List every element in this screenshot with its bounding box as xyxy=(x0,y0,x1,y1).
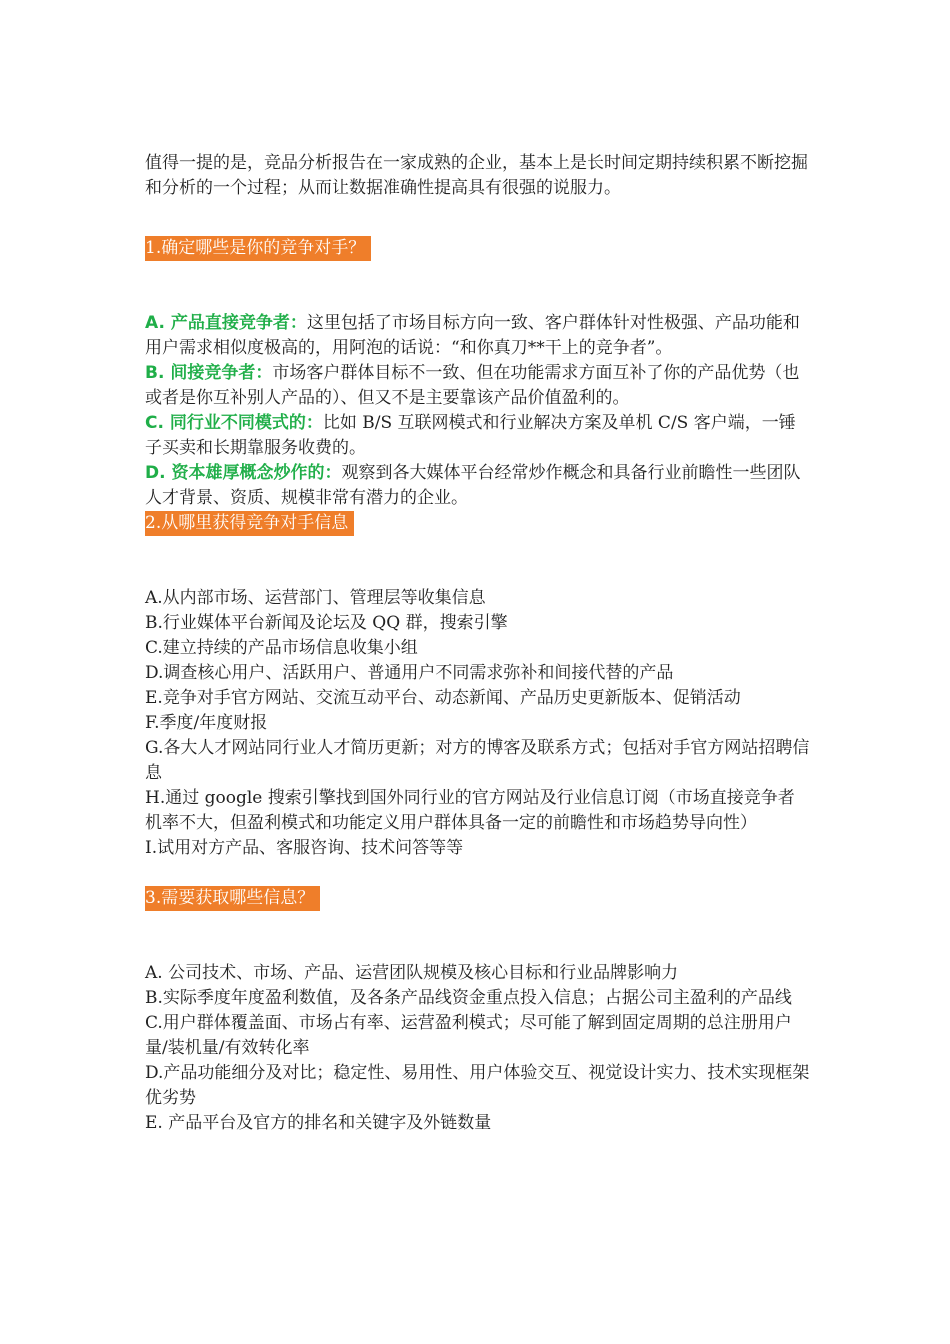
info-source-item: E.竞争对手官方网站、交流互动平台、动态新闻、产品历史更新版本、促销活动 xyxy=(145,688,741,708)
competitor-type-term: C. 同行业不同模式的： xyxy=(145,413,323,433)
required-info-item: D.产品功能细分及对比；稳定性、易用性、用户体验交互、视觉设计实力、技术实现框架优劣势 xyxy=(145,1063,810,1108)
required-info-item: B.实际季度年度盈利数值，及各条产品线资金重点投入信息；占据公司主盈利的产品线 xyxy=(145,988,792,1008)
competitor-type-text: 观察到各大媒体平台经常炒作概念和具备行业前瞻性一些团队人才背景、资质、规模非常有潜力的企业。 xyxy=(145,463,801,508)
intro-paragraph: 值得一提的是，竞品分析报告在一家成熟的企业，基本上是长时间定期持续积累不断挖掘和分析的一个过程；从而让数据准确性提高具有很强的说服力。 xyxy=(145,153,808,198)
competitor-type-text: 这里包括了市场目标方向一致、客户群体针对性极强、产品功能和用户需求相似度极高的，用阿泡的话说：“和你真刀**干上的竞争者”。 xyxy=(145,313,800,358)
info-source-item: G.各大人才网站同行业人才简历更新；对方的博客及联系方式；包括对手官方网站招聘信息 xyxy=(145,738,810,783)
info-source-item: B.行业媒体平台新闻及论坛及 QQ 群，搜索引擎 xyxy=(145,613,508,633)
info-source-item: A.从内部市场、运营部门、管理层等收集信息 xyxy=(145,588,486,608)
info-source-item: I.试用对方产品、客服咨询、技术问答等等 xyxy=(145,838,464,858)
competitor-type-term: A. 产品直接竞争者： xyxy=(145,313,307,333)
competitor-type-text: 比如 B/S 互联网模式和行业解决方案及单机 C/S 客户端，一锤子买卖和长期靠服务收费的。 xyxy=(145,413,796,458)
info-source-item: C.建立持续的产品市场信息收集小组 xyxy=(145,638,418,658)
document-body xyxy=(145,151,810,1136)
competitor-type-term: D. 资本雄厚概念炒作的： xyxy=(145,463,342,483)
info-source-item: H.通过 google 搜索引擎找到国外同行业的官方网站及行业信息订阅（市场直接竞争者机率不大，但盈利模式和功能定义用户群体具备一定的前瞻性和市场趋势导向性） xyxy=(145,788,795,833)
section-1-heading: 1.确定哪些是你的竞争对手？ xyxy=(145,236,371,261)
info-source-item: D.调查核心用户、活跃用户、普通用户不同需求弥补和间接代替的产品 xyxy=(145,663,674,683)
competitor-type-a xyxy=(145,311,810,361)
competitor-type-d xyxy=(145,461,810,511)
competitor-type-c xyxy=(145,411,810,461)
competitor-type-term: B. 间接竞争者： xyxy=(145,363,273,383)
section-3-heading: 3.需要获取哪些信息？ xyxy=(145,886,320,911)
competitor-type-b xyxy=(145,361,810,411)
required-info-item: C.用户群体覆盖面、市场占有率、运营盈利模式；尽可能了解到固定周期的总注册用户量/装机量/有效转化率 xyxy=(145,1013,792,1058)
section-2-heading: 2.从哪里获得竞争对手信息 xyxy=(145,511,354,536)
competitor-type-text: 市场客户群体目标不一致、但在功能需求方面互补了你的产品优势（也或者是你互补别人产品的）、但又不是主要靠该产品价值盈利的。 xyxy=(145,363,800,408)
info-source-item: F.季度/年度财报 xyxy=(145,713,268,733)
required-info-item: A. 公司技术、市场、产品、运营团队规模及核心目标和行业品牌影响力 xyxy=(145,963,679,983)
required-info-item: E. 产品平台及官方的排名和关键字及外链数量 xyxy=(145,1113,492,1133)
